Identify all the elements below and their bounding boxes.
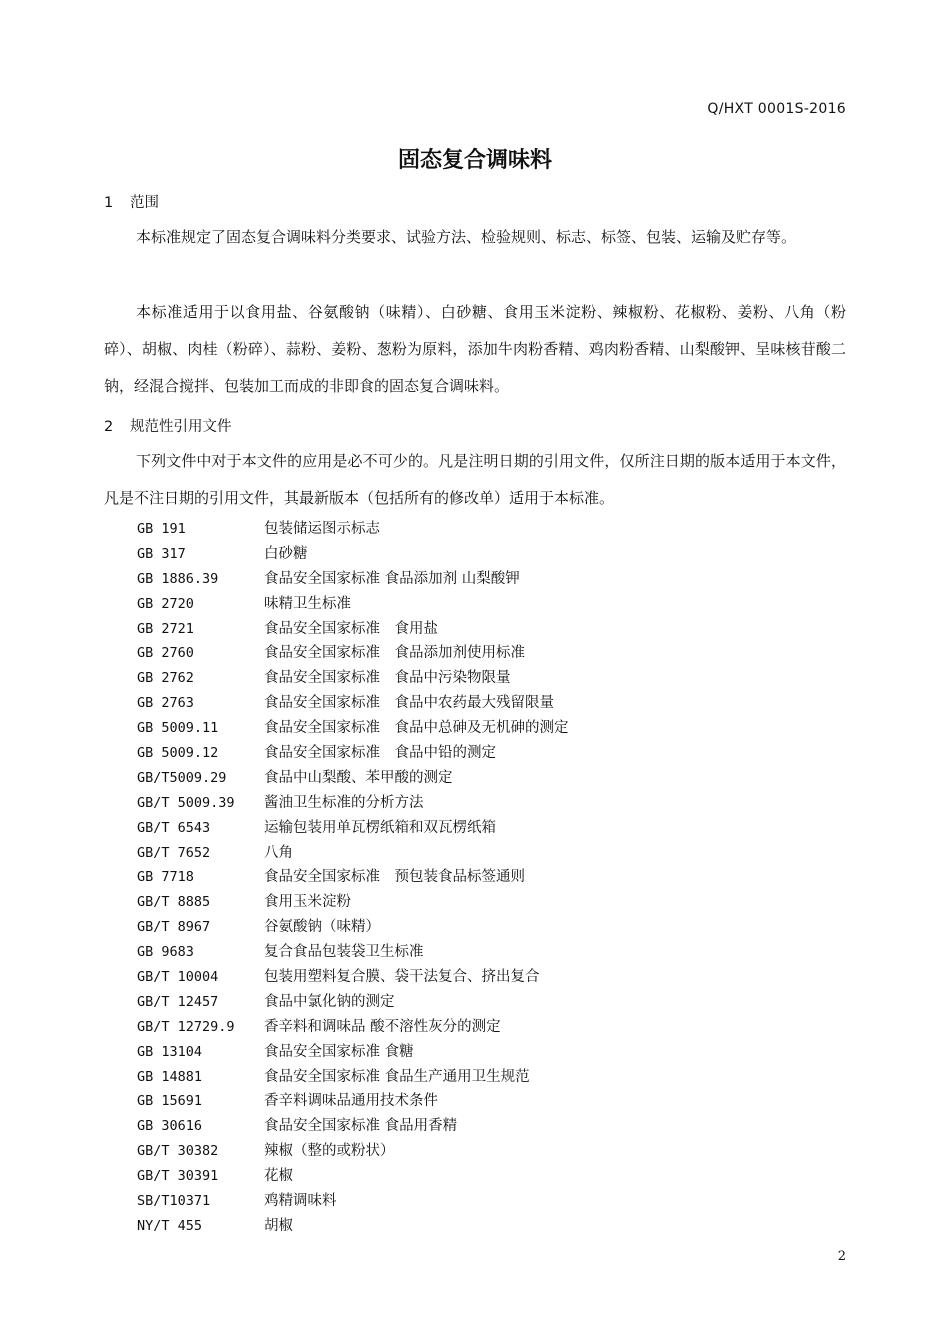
reference-title: 香辛料调味品通用技术条件 xyxy=(264,1093,438,1110)
reference-title: 食品安全国家标准 食品中总砷及无机砷的测定 xyxy=(264,720,569,737)
reference-code: GB/T 8885 xyxy=(137,894,211,911)
reference-code: GB 2762 xyxy=(137,670,194,687)
reference-item xyxy=(137,890,569,915)
reference-code: GB/T5009.29 xyxy=(137,769,227,786)
reference-title: 包装用塑料复合膜、袋干法复合、挤出复合 xyxy=(264,969,540,986)
reference-item xyxy=(137,965,569,990)
reference-code: GB 30616 xyxy=(137,1118,203,1135)
reference-item xyxy=(137,915,569,940)
reference-code: GB/T 12729.9 xyxy=(137,1018,235,1035)
reference-code: GB 5009.12 xyxy=(137,745,219,762)
reference-item xyxy=(137,990,569,1015)
reference-title: 食品安全国家标准 食品中污染物限量 xyxy=(264,670,511,687)
section-heading-scope xyxy=(104,191,159,212)
reference-item xyxy=(137,592,569,617)
reference-list xyxy=(137,517,569,1239)
reference-title: 食品安全国家标准 食品添加剂 山梨酸钾 xyxy=(264,570,520,587)
reference-title: 酱油卫生标准的分析方法 xyxy=(264,794,424,811)
reference-code: GB 2763 xyxy=(137,695,194,712)
reference-title: 花椒 xyxy=(264,1168,293,1185)
reference-item xyxy=(137,666,569,691)
reference-title: 香辛料和调味品 酸不溶性灰分的测定 xyxy=(264,1018,501,1035)
reference-title: 食品中氯化钠的测定 xyxy=(264,993,395,1010)
reference-item xyxy=(137,791,569,816)
reference-item xyxy=(137,716,569,741)
reference-title: 味精卫生标准 xyxy=(264,595,351,612)
reference-title: 食用玉米淀粉 xyxy=(264,894,351,911)
reference-item xyxy=(137,567,569,592)
reference-item xyxy=(137,865,569,890)
document-code: Q/HXT 0001S-2016 xyxy=(707,101,846,117)
reference-title: 八角 xyxy=(264,844,293,861)
reference-item xyxy=(137,517,569,542)
section-number: 1 xyxy=(104,195,114,211)
reference-code: GB 2720 xyxy=(137,595,194,612)
reference-title: 食品中山梨酸、苯甲酸的测定 xyxy=(264,769,453,786)
reference-code: GB 5009.11 xyxy=(137,720,219,737)
reference-code: GB/T 30391 xyxy=(137,1168,219,1185)
reference-title: 包装储运图示标志 xyxy=(264,521,380,537)
document-title: 固态复合调味料 xyxy=(397,148,552,173)
reference-item xyxy=(137,1139,569,1164)
references-intro-paragraph: 下列文件中对于本文件的应用是必不可少的。凡是注明日期的引用文件，仅所注日期的版本适用于本文件，凡是不注日期的引用文件，其最新版本（包括所有的修改单）适用于本标准。 xyxy=(104,452,846,507)
reference-item xyxy=(137,1114,569,1139)
reference-title: 食品安全国家标准 食品添加剂使用标准 xyxy=(264,645,525,662)
reference-title: 谷氨酸钠（味精） xyxy=(264,919,380,936)
reference-item xyxy=(137,1065,569,1090)
reference-item xyxy=(137,940,569,965)
reference-code: GB 13104 xyxy=(137,1043,203,1060)
reference-code: GB/T 30382 xyxy=(137,1143,219,1160)
reference-title: 食品安全国家标准 食糖 xyxy=(264,1043,414,1060)
reference-item xyxy=(137,617,569,642)
reference-item xyxy=(137,1040,569,1065)
reference-code: NY/T 455 xyxy=(137,1217,203,1234)
reference-item xyxy=(137,1015,569,1040)
section-number: 2 xyxy=(104,419,114,435)
reference-title: 食品安全国家标准 预包装食品标签通则 xyxy=(264,869,525,886)
reference-code: GB 14881 xyxy=(137,1068,203,1085)
reference-item xyxy=(137,1164,569,1189)
reference-code: GB 2721 xyxy=(137,620,194,637)
reference-item xyxy=(137,1189,569,1214)
reference-code: GB 9683 xyxy=(137,944,194,961)
reference-code: GB/T 7652 xyxy=(137,844,211,861)
reference-title: 胡椒 xyxy=(264,1217,293,1234)
reference-item xyxy=(137,1089,569,1114)
reference-code: GB 317 xyxy=(137,545,186,562)
reference-item xyxy=(137,641,569,666)
reference-title: 食品安全国家标准 食品中农药最大残留限量 xyxy=(264,695,554,712)
reference-item xyxy=(137,1214,569,1239)
reference-code: GB 7718 xyxy=(137,869,194,886)
reference-title: 食品安全国家标准 食品生产通用卫生规范 xyxy=(264,1068,530,1085)
page-number: 2 xyxy=(837,1249,846,1264)
reference-title: 鸡精调味料 xyxy=(264,1193,337,1210)
reference-code: GB/T 10004 xyxy=(137,969,219,986)
reference-code: GB/T 6543 xyxy=(137,819,211,836)
reference-title: 食品安全国家标准 食用盐 xyxy=(264,620,438,637)
reference-item xyxy=(137,741,569,766)
scope-paragraph-2: 本标准适用于以食用盐、谷氨酸钠（味精）、白砂糖、食用玉米淀粉、辣椒粉、花椒粉、姜粉、八角（粉碎）、胡椒、肉桂（粉碎）、蒜粉、姜粉、葱粉为原料，添加牛肉粉香精、鸡肉粉香精、山梨酸钾、呈味核苷酸二钠，经混合搅拌、包装加工而成的非即食的固态复合调味料。 xyxy=(104,303,846,395)
reference-code: GB 15691 xyxy=(137,1093,203,1110)
reference-title: 白砂糖 xyxy=(264,545,308,562)
section-heading-normative-references xyxy=(104,415,232,436)
reference-item xyxy=(137,816,569,841)
reference-title: 运输包装用单瓦楞纸箱和双瓦楞纸箱 xyxy=(264,819,496,836)
section-title: 规范性引用文件 xyxy=(130,419,232,435)
reference-code: GB/T 12457 xyxy=(137,993,219,1010)
reference-code: SB/T10371 xyxy=(137,1193,211,1210)
reference-code: GB/T 5009.39 xyxy=(137,794,235,811)
reference-code: GB/T 8967 xyxy=(137,919,211,936)
reference-item xyxy=(137,766,569,791)
reference-code: GB 191 xyxy=(137,521,186,537)
reference-title: 辣椒（整的或粉状） xyxy=(264,1143,395,1160)
reference-code: GB 1886.39 xyxy=(137,570,219,587)
reference-title: 食品安全国家标准 食品中铅的测定 xyxy=(264,745,496,762)
reference-item xyxy=(137,542,569,567)
scope-paragraph-1: 本标准规定了固态复合调味料分类要求、试验方法、检验规则、标志、标签、包装、运输及贮存等。 xyxy=(136,228,797,246)
reference-title: 食品安全国家标准 食品用香精 xyxy=(264,1118,458,1135)
reference-item xyxy=(137,841,569,866)
reference-code: GB 2760 xyxy=(137,645,194,662)
reference-title: 复合食品包装袋卫生标准 xyxy=(264,944,424,961)
reference-item xyxy=(137,691,569,716)
section-title: 范围 xyxy=(130,195,159,211)
